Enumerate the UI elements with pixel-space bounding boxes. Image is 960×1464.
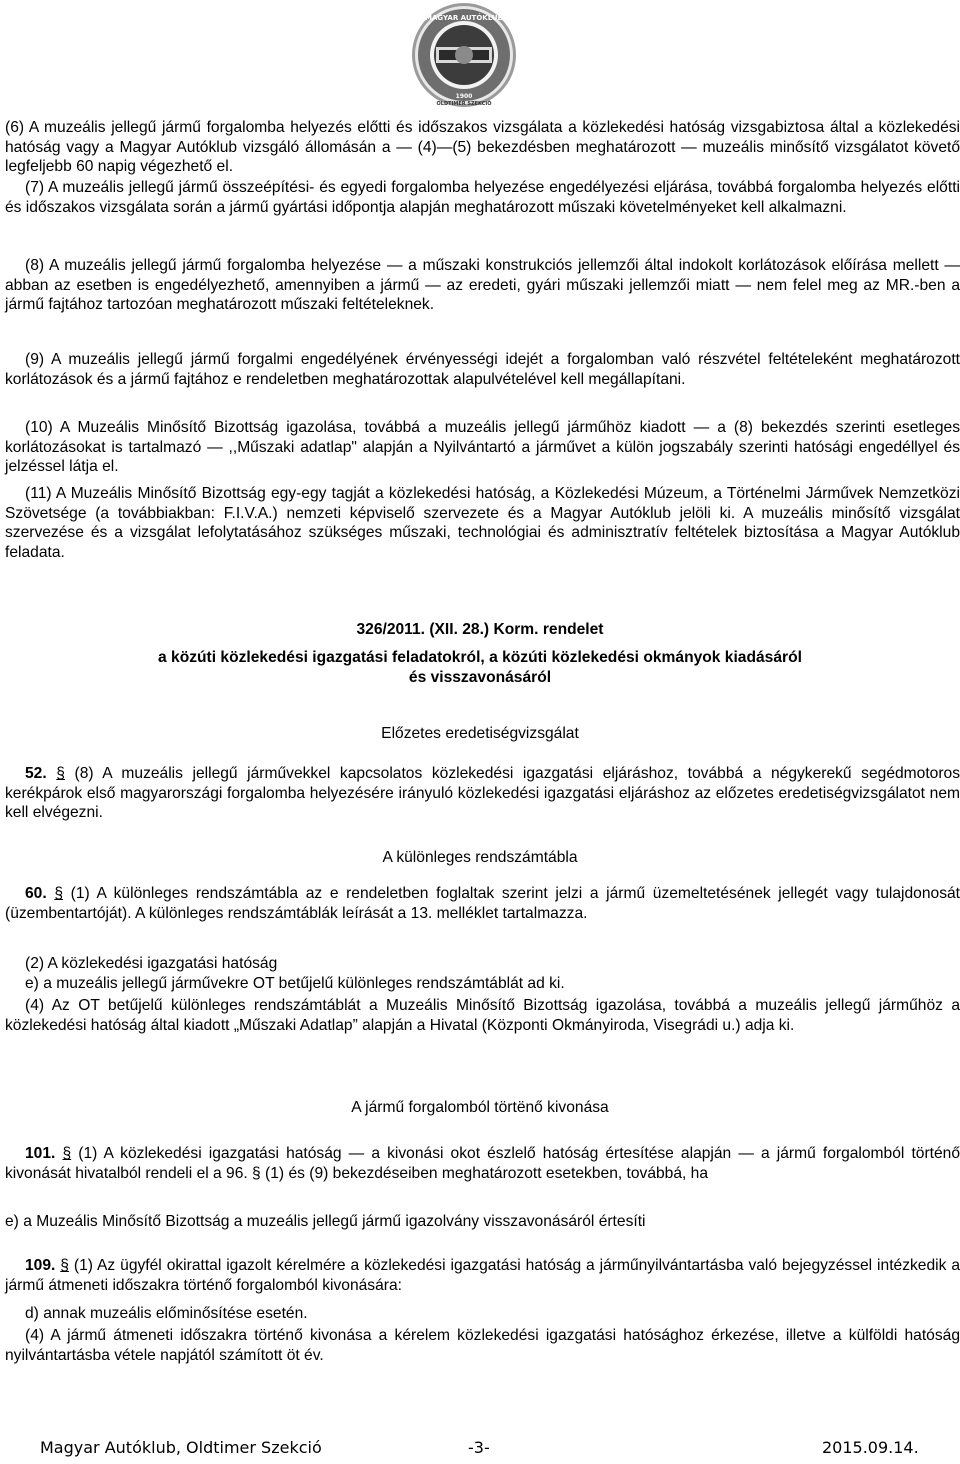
decree-title-line1: a közúti közlekedési igazgatási feladatokról, a közúti közlekedési okmányok kiadásáról xyxy=(158,649,802,666)
section-number-101: 101. xyxy=(25,1145,56,1162)
section-heading-52: Előzetes eredetiségvizsgálat xyxy=(381,725,579,742)
section-number-60: 60. xyxy=(25,885,47,902)
section-101-body: (1) A közlekedési igazgatási hatóság — a kivonási okot észlelő hatóság értesítése alapján — a jármű forgalomból történő kivonását hivatalból rendeli el a 96. § (1) és (9) bekezdéseiben meghatározott esetekben, továbbá, ha xyxy=(5,1145,960,1182)
section-101-pe: e) a Muzeális Minősítő Bizottság a muzeális jellegű jármű igazolvány visszavonásáról értesíti xyxy=(5,1213,646,1230)
section-101-text xyxy=(5,1144,960,1183)
paragraph-mark-109: § xyxy=(60,1257,69,1274)
decree-title-line2: és visszavonásáról xyxy=(408,669,552,686)
section-52-body: (8) A muzeális jellegű járművekkel kapcsolatos közlekedési igazgatási eljáráshoz, továbbá a négykerekű segédmotoros kerékpárok első magyarországi forgalomba helyezésére irányuló közlekedési igazgatási eljáráshoz az előzetes eredetiségvizsgálatot nem kell elvégezni. xyxy=(5,765,960,822)
section-60-text xyxy=(5,884,960,923)
footer-date: 2015.09.14. xyxy=(822,1438,919,1457)
paragraph-10: (10) A Muzeális Minősítő Bizottság igazolása, továbbá a muzeális jellegű járműhöz kiadott — a (8) bekezdés szerinti esetleges korlátozásokat is tartalmazó — ,,Műszaki adatlap" alapján a Nyilvántartó a járművet a külön jogszabály szerinti hatósági engedéllyel és jelzéssel látja el. xyxy=(5,419,960,476)
paragraph-11: (11) A Muzeális Minősítő Bizottság egy-egy tagját a közlekedési hatóság, a Közlekedési Múzeum, a Történelmi Járművek Nemzetközi Szövetsége (a továbbiakban: F.I.V.A.) nemzeti képviselő szervezete és a Magyar Autóklub jelöli ki. A muzeális minősítő vizsgálat szervezése és a vizsgálat lefolytatásához szükséges műszaki, technológiai és adminisztratív feltételek biztosítása a Magyar Autóklub feladata. xyxy=(5,485,960,562)
paragraph-6: (6) A muzeális jellegű jármű forgalomba helyezés előtti és időszakos vizsgálata a közlekedési hatóság vizsgabiztosa által a közlekedési hatóság vagy a Magyar Autóklub vizsgáló állomásán a — (4)—(5) bekezdésben meghatározott — muzeális minősítő vizsgálatot követő legfeljebb 60 napig végezhető el. xyxy=(5,119,960,176)
paragraph-mark-60: § xyxy=(54,885,64,902)
section-60-p2: (2) A közlekedési igazgatási hatóság xyxy=(25,955,278,972)
section-109-pd: d) annak muzeális előminősítése esetén. xyxy=(25,1305,308,1322)
section-109-text xyxy=(5,1256,960,1295)
section-number-109: 109. xyxy=(25,1257,56,1274)
paragraph-9: (9) A muzeális jellegű jármű forgalmi engedélyének érvényességi idejét a forgalomban való részvétel feltételeként meghatározott korlátozások és a jármű fajtához e rendeletben meghatározottak alapulvételével kell megállapítani. xyxy=(5,351,960,388)
logo-section-text: OLDTIMER SZEKCIÓ xyxy=(436,101,492,107)
section-heading-101: A jármű forgalomból törtёnő kivonása xyxy=(351,1099,609,1116)
section-52-text xyxy=(5,764,960,823)
section-109-body: (1) Az ügyfél okirattal igazolt kérelmére a közlekedési igazgatási hatóság a járműnyilvántartásba való bejegyzéssel intézkedik a jármű átmeneti időszakra történő forgalomból kivonására: xyxy=(5,1257,960,1294)
paragraph-8: (8) A muzeális jellegű jármű forgalomba helyezése — a műszaki konstrukciós jellemzői által indokolt korlátozások előírása mellett — abban az esetben is engedélyezhető, amennyiben a jármű — az eredeti, gyári műszaki jellemzői miatt — nem felel meg az MR.-ben a jármű fajtához tartozóan meghatározott műszaki feltételeknek. xyxy=(5,257,960,314)
paragraph-mark-101: § xyxy=(62,1145,72,1162)
section-number-52: 52. xyxy=(25,765,47,782)
footer-page-number: -3- xyxy=(468,1438,490,1457)
footer-organization: Magyar Autóklub, Oldtimer Szekció xyxy=(40,1438,322,1457)
section-60-p2e: e) a muzeális jellegű járművekre OT betűjelű különleges rendszámtáblát ad ki. xyxy=(25,975,565,992)
section-109-p4: (4) A jármű átmeneti időszakra történő kivonása a kérelem közlekedési igazgatási hatósághoz érkezése, illetve a külföldi hatóság nyilvántartásba vétele napjától számított öt év. xyxy=(5,1327,960,1364)
section-60-p4: (4) Az OT betűjelű különleges rendszámtáblát a Muzeális Minősítő Bizottság igazolása, továbbá a muzeális jellegű járműhöz a közlekedési hatóság által kiadott „Műszaki Adatlap” alapján a Hivatal (Központi Okmányiroda, Visegrádi u.) adja ki. xyxy=(5,997,960,1034)
section-heading-60: A különleges rendszámtábla xyxy=(382,849,578,866)
paragraph-mark-52: § xyxy=(56,765,65,782)
logo-org-text: MAGYAR AUTÓKLUB xyxy=(425,14,503,22)
section-60-body: (1) A különleges rendszámtábla az e rendeletben foglaltak szerint jelzi a jármű üzemeltetésének jellegét vagy tulajdonosát (üzembentartóját). A különleges rendszámtáblák leírását a 13. melléklet tartalmazza. xyxy=(5,885,960,922)
paragraph-7: (7) A muzeális jellegű jármű összeépítési- és egyedi forgalomba helyezése engedélyezési eljárása, továbbá forgalomba helyezés előtti és időszakos vizsgálata során a jármű gyártási időpontja alapján meghatározott műszaki követelményeket kell alkalmazni. xyxy=(5,179,960,216)
magyar-autoklub-logo xyxy=(403,2,525,108)
logo-year: 1900 xyxy=(455,93,473,100)
decree-number: 326/2011. (XII. 28.) Korm. rendelet xyxy=(356,621,604,638)
